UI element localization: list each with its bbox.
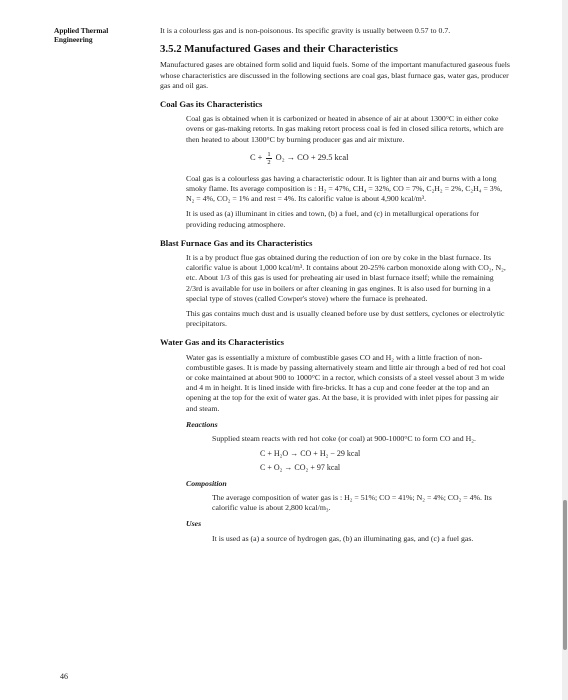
reactions-body <box>160 434 510 444</box>
coal-gas-p3: It is used as (a) illuminant in cities and town, (b) a fuel, and (c) in metallurgical operations for providing reducing atmosphere. <box>186 209 480 229</box>
section-heading: 3.5.2 Manufactured Gases and their Characteristics <box>160 43 399 56</box>
equation-fraction <box>266 151 271 166</box>
uses-label: Uses <box>186 519 202 529</box>
running-header-line2: Engineering <box>54 35 93 44</box>
fraction-numerator: 1 <box>267 150 271 158</box>
uses-text: It is used as (a) a source of hydrogen gas, (b) an illuminating gas, and (c) a fuel gas. <box>212 533 474 543</box>
blast-furnace-p1: It is a by product flue gas obtained during the reduction of ion ore by coke in the blast furnace. Its calorific value is about 1,000 kcal/m³. It contains about 20-25% carbon monoxide along with CO₂, N₂, etc. About 1/3 of this gas is used for preheating air used in blast furnace itself; while the remaining 2/3rd is available for use in boilers or after cleaning in gas engines. It is also used for burning in a special type of stoves (called Cowper's stove) where the furnace is preheated. <box>186 253 506 303</box>
equation-right: O₂ → CO + 29.5 kcal <box>275 153 349 163</box>
coal-gas-body <box>160 114 510 230</box>
water-gas-body <box>160 353 510 414</box>
coal-gas-p1: Coal gas is obtained when it is carbonized or heated in absence of air at about 1300°C in either coke ovens or gas-making retorts. In gas making retort process coal is fed in closed silica retorts, which are then heated to about 1300°C by burning producer gas and air mixture. <box>186 114 504 144</box>
section-intro: Manufactured gases are obtained form solid and liquid fuels. Some of the important manufactured gaseous fuels whose characteristics are discussed in the following sections are coal gas, blast furnace gas, water gas, producer gas and oil gas. <box>160 60 510 90</box>
water-gas-p1: Water gas is essentially a mixture of combustible gases CO and H₂ with a little fraction of non-combustible gases. It is made by passing alternatively steam and little air through a bed of red hot coal or coke maintained at about 900 to 1000°C in a rector, which consists of a steel vessel about 3 m wide and 4 m in height. It is lined inside with fire-bricks. It has a cup and cone feeder at the top and an opening at the top for the exit of water gas. At the base, it is provided with inlet pipes for passing air and steam. <box>186 352 506 413</box>
reaction-1: C + H₂O → CO + H₂ − 29 kcal <box>260 449 361 459</box>
page-number: 46 <box>60 672 68 681</box>
reactions-text: Supplied steam reacts with red hot coke (or coal) at 900-1000°C to form CO and H₂. <box>212 434 476 444</box>
equation-left: C + <box>250 153 263 163</box>
coal-gas-equation <box>250 151 510 166</box>
blast-furnace-heading: Blast Furnace Gas and its Characteristics <box>160 237 313 248</box>
fraction-denominator: 2 <box>267 158 271 166</box>
composition-label: Composition <box>186 478 227 488</box>
composition-body <box>160 493 510 513</box>
scrollbar-thumb[interactable] <box>563 500 567 650</box>
water-gas-heading: Water Gas and its Characteristics <box>160 337 284 348</box>
intro-paragraph: It is a colourless gas and is non-poisonous. Its specific gravity is usually between 0.57 to 0.7. <box>160 26 451 35</box>
running-header <box>54 26 144 44</box>
vertical-scrollbar[interactable] <box>562 0 568 700</box>
composition-text: The average composition of water gas is : H₂ = 51%; CO = 41%; N₂ = 4%; CO₂ = 4%. Its calorific value is about 2,800 kcal/m₃. <box>212 492 492 513</box>
coal-gas-p2: Coal gas is a colourless gas having a characteristic odour. It is lighter than air and burns with a long smoky flame. Its average composition is : H₂ = 47%, CH₄ = 32%, CO = 7%, C₂H₂ = 2%, C₂H₄ = 3%, N₂ = 4%, CO₂ = 1% and rest = 4%. Its calorific value is about 4,900 kcal/m³. <box>186 173 503 204</box>
uses-body <box>160 534 510 544</box>
page-content <box>160 26 510 549</box>
reaction-2: C + O₂ → CO₂ + 97 kcal <box>260 462 341 472</box>
blast-furnace-body <box>160 253 510 329</box>
coal-gas-heading: Coal Gas its Characteristics <box>160 99 263 110</box>
blast-furnace-p2: This gas contains much dust and is usually cleaned before use by dust settlers, cyclones or electrolytic precipitators. <box>186 309 505 329</box>
running-header-line1: Applied Thermal <box>54 26 109 35</box>
reactions-label: Reactions <box>186 419 218 429</box>
